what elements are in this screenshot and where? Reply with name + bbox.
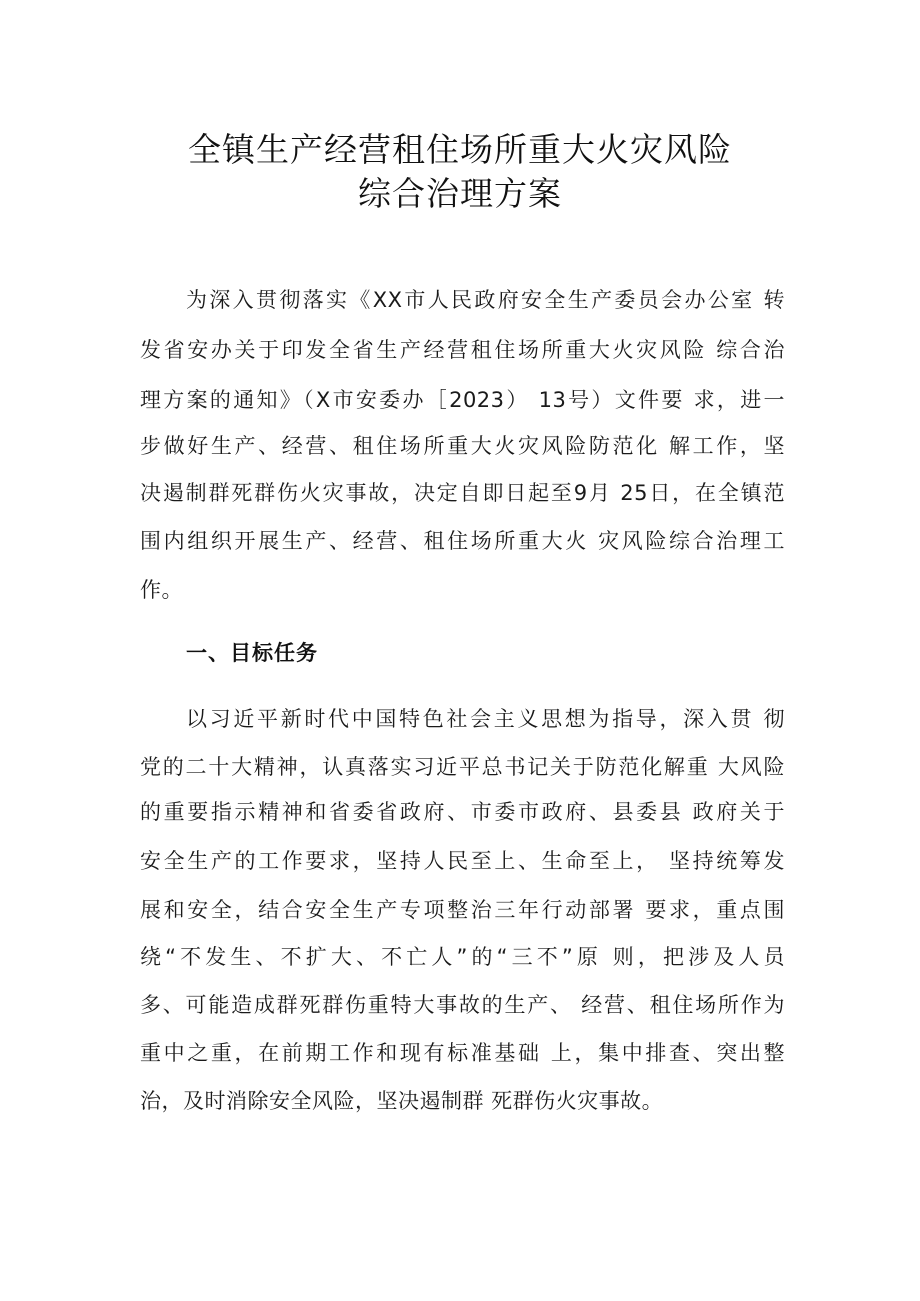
paragraph-line: 绕“不发生、不扩大、不亡人”的“三不”原 则，把涉及人员 bbox=[140, 945, 785, 969]
paragraph-line: 作。 bbox=[140, 578, 183, 602]
paragraph-line: 党的二十大精神，认真落实习近平总书记关于防范化解重 大风险 bbox=[140, 755, 785, 779]
paragraph-line: 理方案的通知》（X市安委办［2023） 13号）文件要 求，进一 bbox=[140, 388, 785, 412]
paragraph-line: 多、可能造成群死群伤重特大事故的生产、 经营、租住场所作为 bbox=[140, 993, 785, 1017]
document-title-line-2: 综合治理方案 bbox=[358, 174, 562, 213]
paragraph-line: 治，及时消除安全风险，坚决遏制群 死群伤火灾事故。 bbox=[140, 1089, 664, 1113]
paragraph-line: 步做好生产、经营、租住场所重大火灾风险防范化 解工作，坚 bbox=[140, 434, 785, 458]
paragraph-line: 发省安办关于印发全省生产经营租住场所重大火灾风险 综合治 bbox=[140, 338, 785, 362]
section-heading-goals: 一、目标任务 bbox=[186, 641, 318, 665]
paragraph-line: 为深入贯彻落实《XX市人民政府安全生产委员会办公室 转 bbox=[186, 288, 785, 312]
paragraph-line: 围内组织开展生产、经营、租住场所重大火 灾风险综合治理工 bbox=[140, 529, 785, 553]
paragraph-line: 以习近平新时代中国特色社会主义思想为指导，深入贯 彻 bbox=[186, 707, 785, 731]
document-title-line-1: 全镇生产经营租住场所重大火灾风险 bbox=[188, 130, 732, 169]
paragraph-line: 重中之重，在前期工作和现有标准基础 上，集中排查、突出整 bbox=[140, 1041, 785, 1065]
paragraph-line: 安全生产的工作要求，坚持人民至上、生命至上， 坚持统筹发 bbox=[140, 849, 785, 873]
paragraph-line: 的重要指示精神和省委省政府、市委市政府、县委县 政府关于 bbox=[140, 800, 785, 824]
paragraph-line: 展和安全，结合安全生产专项整治三年行动部署 要求，重点围 bbox=[140, 898, 785, 922]
paragraph-line: 决遏制群死群伤火灾事故，决定自即日起至9月 25日，在全镇范 bbox=[140, 481, 785, 505]
